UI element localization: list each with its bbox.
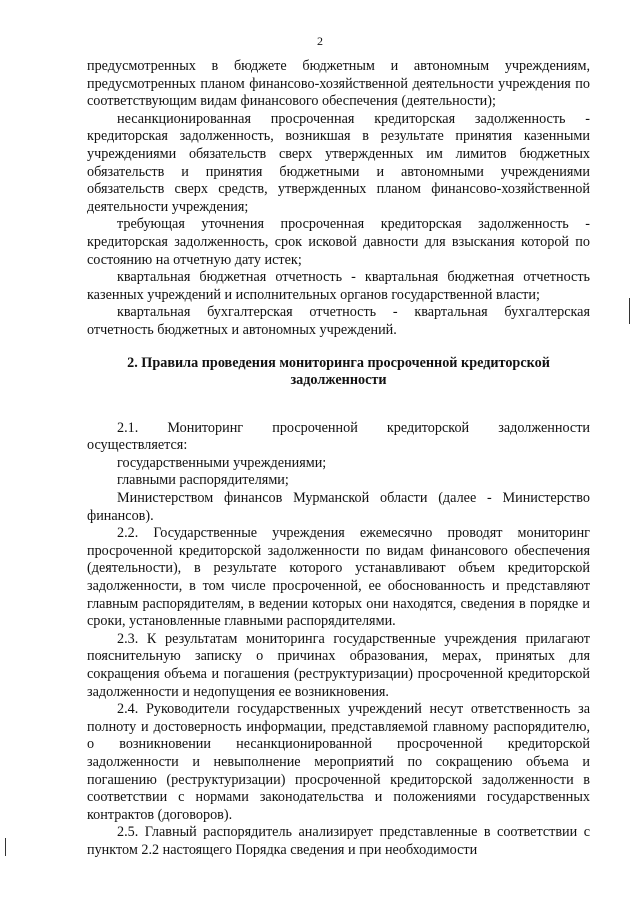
scan-mark-right [629, 298, 630, 324]
list-item-ministry-of-finance: Министерством финансов Мурманской области (далее - Министерство финансов). [87, 490, 590, 524]
paragraph-2-4: 2.4. Руководители государственных учреждений несут ответственность за полноту и достоверность информации, представляемой главному распорядителю, о возникновении несанкционированной просроченной кредиторской задолженности и невыполнение мероприятий по сокращению объема и погашению (реструктуризации) просроченной кредиторской задолженности в соответствии с нормами законодательства и положениями государственных контрактов (договоров). [87, 701, 590, 823]
paragraph-2-1: 2.1. Мониторинг просроченной кредиторской задолженности осуществляется: [87, 419, 590, 454]
list-item-state-institutions: государственными учреждениями; [117, 454, 327, 471]
paragraph-2-5: 2.5. Главный распорядитель анализирует представленные в соответствии с пунктом 2.2 настоящего Порядка сведения и при необходимости [87, 824, 590, 858]
section-heading: 2. Правила проведения мониторинга просроченной кредиторской задолженности [127, 354, 550, 389]
scan-mark-left [5, 838, 6, 856]
paragraph-2-3: 2.3. К результатам мониторинга государственные учреждения прилагают пояснительную записку о причинах образования, мерах, принятых для сокращения объема и погашения (реструктуризации) просроченной кредиторской задолженности и недопущения ее возникновения. [87, 630, 590, 700]
definition-quarterly-accounting-reporting: квартальная бухгалтерская отчетность - квартальная бухгалтерская отчетность бюджетных и автономных учреждений. [87, 304, 590, 338]
page-number: 2 [317, 34, 323, 48]
document-body [87, 58, 590, 860]
definition-quarterly-budget-reporting: квартальная бюджетная отчетность - квартальная бюджетная отчетность казенных учреждений и исполнительных органов государственной власти; [87, 269, 590, 303]
paragraph-2-2: 2.2. Государственные учреждения ежемесячно проводят мониторинг просроченной кредиторской задолженности по видам финансового обеспечения (деятельности), в результате которого устанавливают объем кредиторской задолженности, в том числе просроченной, ее обоснованность и представляют главным распорядителям, в ведении которых они находятся, сведения в порядке и сроки, установленные главными распорядителями. [87, 525, 590, 630]
definition-debt-requiring-clarification: требующая уточнения просроченная кредиторская задолженность - кредиторская задолженность, срок исковой давности для взыскания которой по состоянию на отчетную дату истек; [87, 216, 590, 268]
paragraph-continuation: предусмотренных в бюджете бюджетным и автономным учреждениям, предусмотренных планом финансово-хозяйственной деятельности учреждения по соответствующим видам финансового обеспечения (деятельности); [87, 58, 590, 110]
list-item-chief-managers: главными распорядителями; [117, 472, 289, 489]
definition-unauthorized-debt: несанкционированная просроченная кредиторская задолженность - кредиторская задолженность, возникшая в результате принятия казенными учреждениями обязательств сверх утвержденных им лимитов бюджетных обязательств и принятия бюджетными и автономными учреждениями обязательств сверх средств, утвержденных планом финансово-хозяйственной деятельности учреждения; [87, 110, 590, 215]
